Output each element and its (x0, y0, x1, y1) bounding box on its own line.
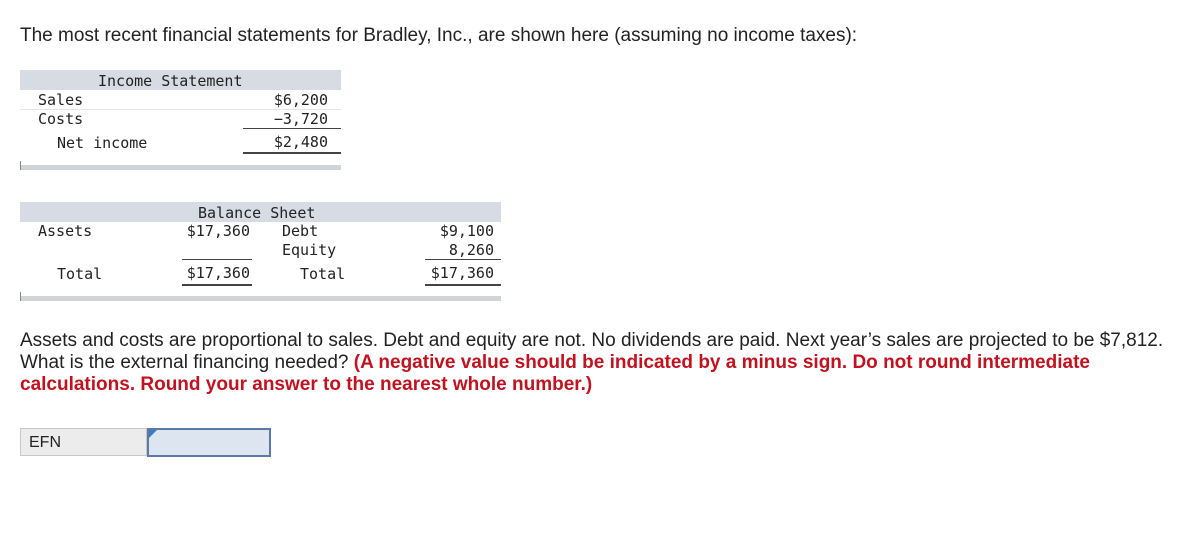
income-subtotal-rule (243, 128, 341, 129)
balance-sheet-title: Balance Sheet (198, 204, 316, 222)
equity-value: 8,260 (448, 241, 494, 259)
question-paragraph (20, 330, 1180, 396)
assets-value: $17,360 (186, 222, 250, 240)
total-left-value: $17,360 (186, 264, 250, 282)
debt-label: Debt (282, 222, 319, 240)
income-row-value-sales: $6,200 (273, 91, 328, 109)
liabilities-subtotal-rule (425, 259, 501, 260)
total-right-value: $17,360 (430, 264, 494, 282)
income-row-label-costs: Costs (38, 110, 84, 128)
debt-value: $9,100 (439, 222, 494, 240)
efn-answer-input[interactable] (147, 428, 271, 457)
assets-subtotal-rule (182, 259, 252, 260)
income-row-value-costs: −3,720 (273, 110, 328, 128)
efn-label: EFN (20, 428, 147, 456)
total-right-label: Total (300, 265, 346, 283)
income-total-value: $2,480 (273, 133, 328, 151)
intro-text: The most recent financial statements for Bradley, Inc., are shown here (assuming no income taxes): (20, 25, 858, 46)
input-flag-icon (149, 430, 157, 438)
income-table-scrollbar[interactable] (20, 165, 341, 170)
liabilities-total-rule (425, 284, 501, 286)
income-statement-title: Income Statement (98, 72, 243, 90)
income-row-label-sales: Sales (38, 91, 84, 109)
question-text: Assets and costs are proportional to sales. Debt and equity are not. No dividends are paid. Next year’s sales are projected to be $7,812. What is the external financing needed? (20, 330, 1164, 373)
question-instruction: (A negative value should be indicated by a minus sign. Do not round intermediate calculations. Round your answer to the nearest whole number.) (20, 352, 1090, 395)
total-left-label: Total (57, 265, 103, 283)
balance-table-scrollbar[interactable] (20, 296, 501, 301)
assets-total-rule (182, 284, 252, 286)
income-total-label: Net income (57, 134, 148, 152)
assets-label: Assets (38, 222, 93, 240)
equity-label: Equity (282, 241, 337, 259)
income-total-rule (243, 152, 341, 154)
